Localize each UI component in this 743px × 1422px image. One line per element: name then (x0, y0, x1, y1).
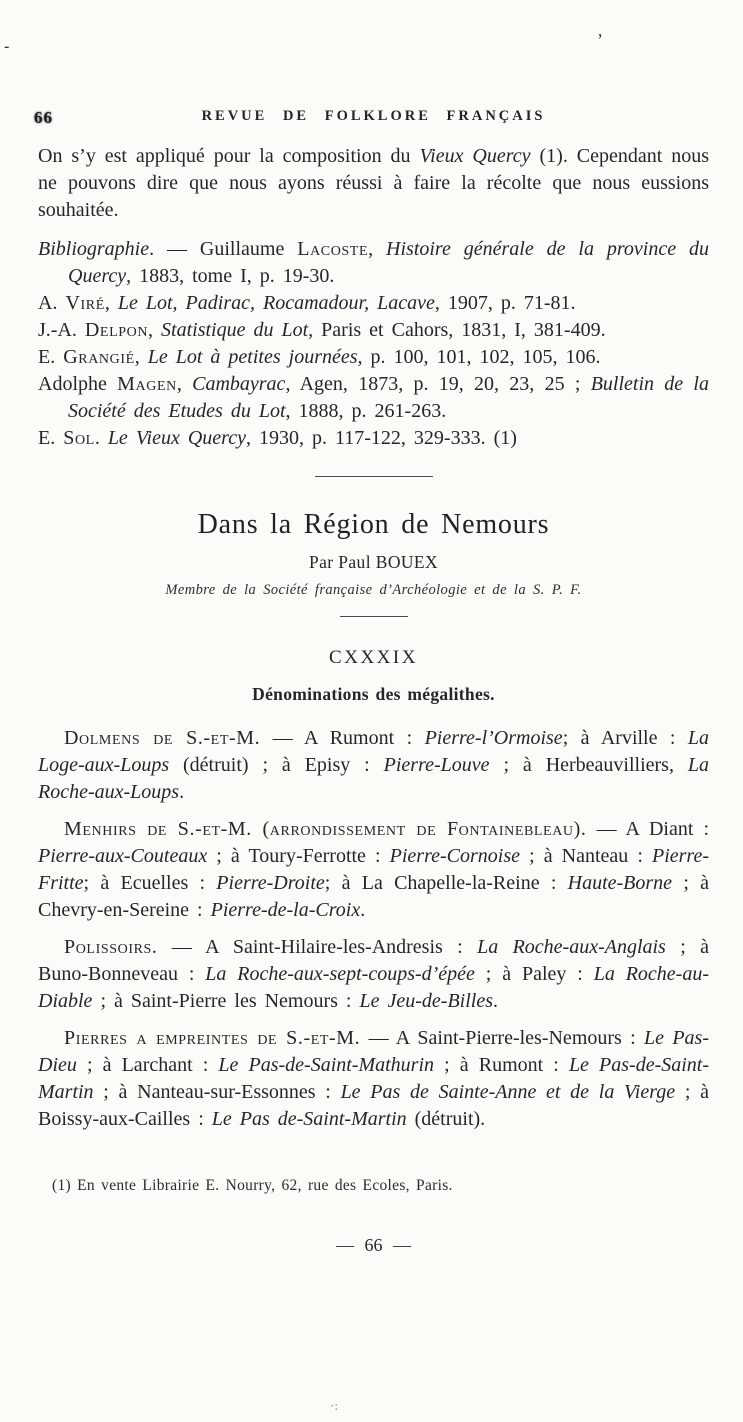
text-run: Bulletin de la Société des Etudes du Lot (68, 373, 709, 422)
text-run: — A Saint-Pierre-les-Nemours : (360, 1027, 644, 1049)
text-run: Paris et Cahors, 1831, I, 381-409. (313, 319, 606, 341)
text-run: ; à Saint-Pierre les Nemours : (92, 990, 360, 1012)
text-run: ; à Larchant : (76, 1054, 219, 1076)
journal-title: REVUE DE FOLKLORE FRANÇAIS (201, 108, 546, 124)
text-run: , p. 100, 101, 102, 105, 106. (357, 346, 601, 368)
text-run: , Agen, 1873, p. 19, 20, 23, 25 ; (285, 373, 591, 395)
text-run: Magen (117, 373, 177, 395)
text-run: , 1888, p. 261-263. (285, 400, 447, 422)
text-run: ; à Arville : (562, 727, 688, 749)
text-run: (1). Cependant nous ne pouvons dire que nous ayons réussi à faire la récolte que nous eussions souhaitée. (38, 145, 710, 221)
scan-artifact: - (4, 38, 10, 55)
text-run: (détruit). (406, 1108, 486, 1130)
text-run: Haute-Borne (567, 872, 673, 894)
text-run: La Roche-aux-Anglais (477, 936, 666, 958)
text-run: (détruit) ; à Episy : (169, 754, 384, 776)
text-run: . (94, 427, 108, 449)
section-divider (315, 476, 433, 477)
text-run: Le Lot à petites journées (147, 346, 358, 368)
text-run: J.-A. (38, 319, 85, 341)
text-run: Sol (63, 427, 95, 449)
text-run: A. (38, 292, 66, 314)
intro-paragraph (38, 143, 709, 224)
header-page-number: 66 (34, 108, 53, 127)
body-paragraph (38, 816, 709, 924)
text-run: Menhirs de S.-et-M. (arrondissement de Fontainebleau). (64, 818, 587, 840)
text-run: , (368, 238, 387, 260)
scan-artifact: ·: (330, 1398, 338, 1413)
text-run: ; à Nanteau : (520, 845, 652, 867)
text-run: On s’y est appliqué pour la composition du (38, 145, 420, 167)
text-run: Cambayrac (192, 373, 286, 395)
text-run: E. (38, 346, 64, 368)
section-heading: Dénominations des mégalithes. (252, 684, 495, 704)
text-run: Le Pas-de-Saint-Martin (38, 1054, 709, 1103)
bibliography-entry (38, 236, 709, 290)
text-run: Adolphe (38, 373, 118, 395)
text-run: ; à Ecuelles : (83, 872, 217, 894)
text-run: ; à Boissy-aux-Cailles : (38, 1081, 710, 1130)
text-run: Le Pas-de-Saint-Mathurin (218, 1054, 435, 1076)
text-run: , (176, 373, 193, 395)
text-run: Le Vieux Quercy (107, 427, 246, 449)
bibliography (38, 236, 709, 452)
body-paragraph (38, 934, 709, 1015)
text-run: Lacoste (297, 238, 369, 260)
text-run: Pierre-aux-Couteaux (38, 845, 208, 867)
footer-page-number: — 66 — (336, 1235, 411, 1255)
text-run: . (360, 899, 366, 921)
text-run: ; à Chevry-en-Sereine : (38, 872, 710, 921)
text-run: Delpon (84, 319, 149, 341)
body-paragraph (38, 1025, 709, 1133)
text-run: Polissoirs. (64, 936, 158, 958)
text-run: Pierre-Fritte (38, 845, 709, 894)
article-body (38, 725, 709, 1133)
scanned-page (34, 0, 710, 1256)
text-run: Le Lot, Padirac, Rocamadour, Lacave (117, 292, 435, 314)
footnote: (1) En vente Librairie E. Nourry, 62, rue des Ecoles, Paris. (52, 1177, 453, 1194)
text-run: Dolmens de S.-et-M. (64, 727, 261, 749)
text-run: , (104, 292, 118, 314)
text-run: Pierres a empreintes de S.-et-M. (64, 1027, 361, 1049)
text-run: ; à Buno-Bonneveau : (38, 936, 709, 985)
bibliography-entry (38, 290, 709, 317)
text-run: Pierre-l’Ormoise (424, 727, 563, 749)
text-run: — A Saint-Hilaire-les-Andresis : (157, 936, 478, 958)
text-run: Viré (65, 292, 105, 314)
text-run: , 1907, p. 71-81. (434, 292, 576, 314)
text-run: ; à Herbeauvilliers, (489, 754, 688, 776)
text-run: ; à Rumont : (434, 1054, 569, 1076)
text-run: Pierre-Droite (216, 872, 325, 894)
text-run: La Roche-aux-Loups (38, 754, 710, 803)
article-affiliation: Membre de la Société française d’Archéologie et de la S. P. F. (165, 582, 582, 598)
text-run: , 1883, tome I, p. 19-30. (126, 265, 335, 287)
text-run: ; à Toury-Ferrotte : (207, 845, 390, 867)
text-run: Le Pas-Dieu (38, 1027, 709, 1076)
text-run: . — Guillaume (149, 238, 298, 260)
text-run: Pierre-Cornoise (389, 845, 520, 867)
text-run: — A Diant : (586, 818, 709, 840)
text-run: , (134, 346, 148, 368)
text-run: La Roche-au-Diable (38, 963, 710, 1012)
text-run: , 1930, p. 117-122, 329-333. (1) (245, 427, 517, 449)
text-run: Statistique du Lot, (161, 319, 314, 341)
text-run: ; à Paley : (474, 963, 594, 985)
article-title: Dans la Région de Nemours (197, 509, 550, 540)
text-run: Histoire générale de la province du Quercy (68, 238, 709, 287)
text-run: E. (38, 427, 64, 449)
text-run: La Loge-aux-Loups (38, 727, 710, 776)
bibliography-entry (38, 371, 709, 425)
bibliography-entry (38, 317, 709, 344)
bibliography-entry (38, 344, 709, 371)
section-number: CXXXIX (329, 647, 418, 668)
article-byline: Par Paul BOUEX (308, 552, 439, 572)
bibliography-entry (38, 425, 709, 452)
text-run: La Roche-aux-sept-coups-d’épée (205, 963, 475, 985)
text-run: , (148, 319, 162, 341)
text-run: Le Jeu-de-Billes (359, 990, 493, 1012)
body-paragraph (38, 725, 709, 806)
text-run: Pierre-Louve (383, 754, 490, 776)
text-run: Le Pas de Sainte-Anne et de la Vierge (340, 1081, 676, 1103)
page-header (34, 108, 709, 130)
text-run: — A Rumont : (260, 727, 425, 749)
text-run: Grangié (63, 346, 135, 368)
text-run: . (493, 990, 498, 1012)
text-run: Le Pas de-Saint-Martin (211, 1108, 407, 1130)
text-run: Vieux Quercy (419, 145, 531, 167)
text-run: Bibliographie (38, 238, 150, 260)
text-run: ; à La Chapelle-la-Reine : (324, 872, 568, 894)
text-run: ; à Nanteau-sur-Essonnes : (93, 1081, 341, 1103)
text-run: . (179, 781, 185, 803)
text-run: Pierre-de-la-Croix (210, 899, 361, 921)
scan-artifact: ’ (597, 30, 603, 50)
title-divider (340, 616, 408, 617)
